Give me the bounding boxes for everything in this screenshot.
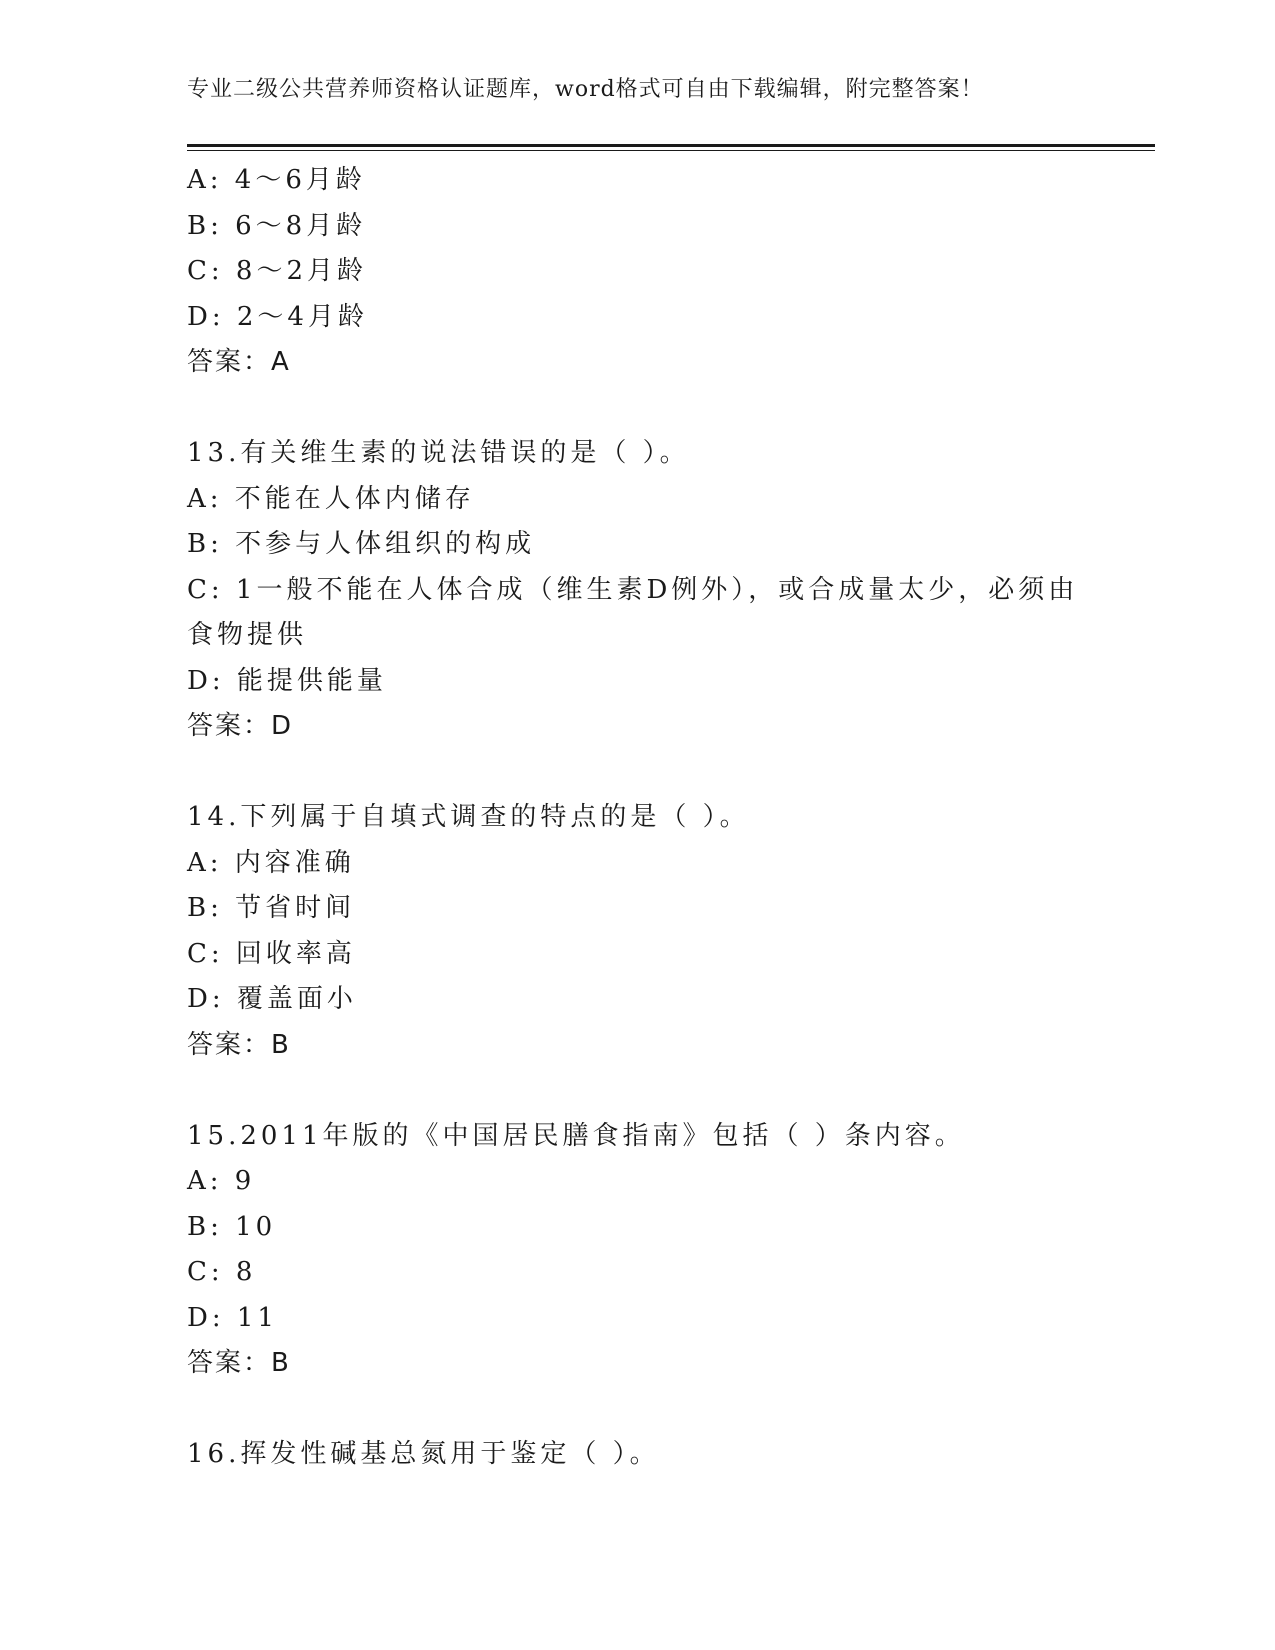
q15-option-c: C: 8 <box>187 1257 257 1287</box>
q13-option-a: A: 不能在人体内储存 <box>187 483 475 514</box>
q15-option-a: A: 9 <box>187 1166 256 1196</box>
q16-question: 16.挥发性碱基总氮用于鉴定（ ）。 <box>187 1439 660 1469</box>
q15-question: 15.2011年版的《中国居民膳食指南》包括（ ）条内容。 <box>187 1120 965 1151</box>
question-content <box>187 158 1155 1478</box>
header-rule-thin <box>187 150 1155 151</box>
q13-option-b: B: 不参与人体组织的构成 <box>187 529 536 559</box>
q13-question: 13.有关维生素的说法错误的是（ ）。 <box>187 438 690 468</box>
page-header: 专业二级公共营养师资格认证题库，word格式可自由下载编辑，附完整答案！ <box>187 77 984 102</box>
q12-option-d: D: 2～4月龄 <box>187 301 368 332</box>
q14-answer: 答案：B <box>187 1029 291 1060</box>
q12-option-b: B: 6～8月龄 <box>187 210 367 241</box>
q15-option-d: D: 11 <box>187 1302 278 1333</box>
q12-answer: 答案：A <box>187 347 291 377</box>
q14-question: 14.下列属于自填式调查的特点的是（ ）。 <box>187 802 750 832</box>
q12-option-c: C: 8～2月龄 <box>187 256 368 286</box>
q15-option-b: B: 10 <box>187 1211 277 1242</box>
q15-answer: 答案：B <box>187 1348 291 1378</box>
q13-option-c-cont: 食物提供 <box>187 620 308 650</box>
q14-option-d: D: 覆盖面小 <box>187 984 357 1014</box>
q12-option-a: A: 4～6月龄 <box>187 165 366 195</box>
spacer <box>187 386 1155 432</box>
q14-option-c: C: 回收率高 <box>187 938 356 969</box>
q13-answer: 答案：D <box>187 711 294 741</box>
spacer <box>187 1387 1155 1433</box>
q13-option-d: D: 能提供能量 <box>187 665 387 696</box>
header-rule-thick <box>187 144 1155 147</box>
spacer <box>187 1068 1155 1114</box>
spacer <box>187 750 1155 796</box>
q14-option-a: A: 内容准确 <box>187 847 355 878</box>
q14-option-b: B: 节省时间 <box>187 893 356 923</box>
q13-option-c: C: 1一般不能在人体合成（维生素D例外），或合成量太少，必须由 <box>187 574 1079 605</box>
